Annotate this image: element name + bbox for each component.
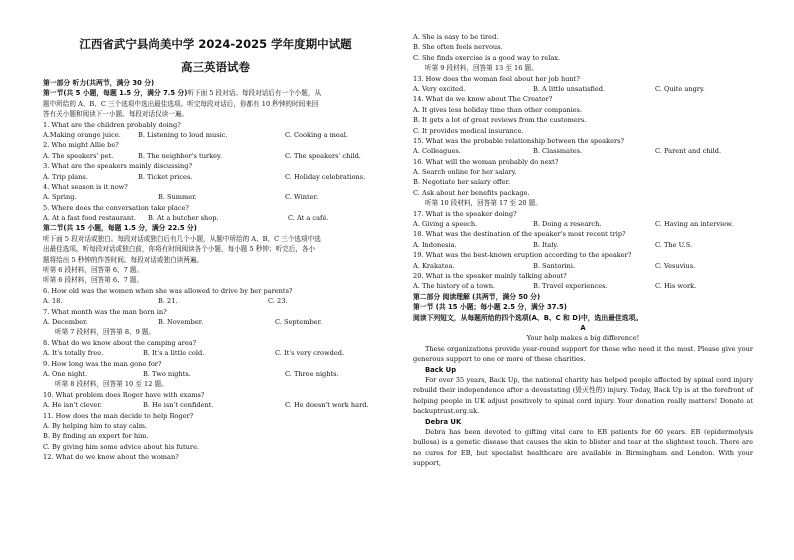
option-c: C. Three nights. [285, 369, 339, 378]
option-b: B. A little unsatisfied. [533, 84, 606, 93]
section1-instruction: 题中所给的 A、B、C 三个选项中选出最佳选项。听完每段对话后，你都有 10 秒钟的时间来回 [43, 99, 319, 108]
question-2: 2. Who might Allie be? [43, 141, 119, 150]
question-10: 10. What problem does Roger have with exams? [43, 390, 205, 399]
question-8: 8. What do we know about the camping area? [43, 338, 197, 347]
exam-title: 江西省武宁县尚美中学 2024-2025 学年度期中试题 [79, 37, 352, 51]
option-c: C. Quite angry. [655, 84, 705, 93]
passage-letter: A [580, 323, 586, 332]
left-column [43, 36, 388, 462]
option-a: A. Very excited. [413, 84, 466, 93]
options-18 [413, 240, 753, 250]
option-a: A. Spring. [43, 193, 77, 202]
option-c: C. Cooking a meal. [285, 130, 348, 139]
section2-instruction: 出最佳选项。听每段对话或独白前，你将有时间阅读各个小题，每小题 5 秒钟；听完后，各小 [43, 245, 316, 254]
question-9: 9. How long was the man gone for? [43, 359, 162, 368]
option-c: C. Winter. [285, 193, 319, 202]
passage-intro-text: These organizations provide year-round support for those who need it the most. Please give your generous support to one or more of these charities. [413, 344, 753, 364]
options-3 [43, 172, 388, 182]
option-b: B. He isn't confident. [143, 401, 214, 410]
option-b: B. At a butcher shop. [148, 214, 219, 223]
part1-heading: 第一部分 听力(共两节，满分 30 分) [43, 79, 155, 87]
passage-title: Your help makes a big difference! [526, 334, 640, 343]
org-paragraph-text: Debra has been devoted to gifting vital care to EB patients for 60 years. EB (epidermolysis bullosa) is a genetic disease that causes the skin to blister and tear at the slightest touch. There are no cures for EB, but specialist healthcare are available in Birmingham and London. With your support, [413, 427, 753, 468]
option-a: A. The history of a town. [413, 282, 496, 291]
question-12: 12. What do we know about the woman? [43, 453, 179, 462]
option-b: B. It gets a lot of great reviews from the customers. [413, 116, 587, 125]
option-b: B. Ticket prices. [138, 172, 193, 181]
options-20 [413, 281, 753, 291]
org-heading: Back Up [425, 365, 457, 374]
option-a: A. Indonesia. [413, 240, 457, 249]
option-b: B. Italy. [533, 240, 559, 249]
options-1 [43, 130, 388, 140]
option-a: A. By helping him to stay calm. [43, 421, 148, 430]
options-4 [43, 192, 388, 202]
option-c: C. Holiday celebrations. [285, 172, 366, 181]
option-c: C. The U.S. [655, 240, 693, 249]
option-b: B. Two nights. [143, 369, 191, 378]
option-a: A. He isn't clever. [43, 401, 102, 410]
options-15 [413, 146, 753, 156]
option-c: C. 23. [268, 297, 288, 306]
option-c: C. He doesn't work hard. [285, 401, 369, 410]
option-c: C. The speakers' child. [285, 151, 361, 160]
options-8 [43, 348, 388, 358]
option-a: A. One night. [43, 369, 88, 378]
option-c: C. Having an interview. [655, 220, 734, 229]
options-7 [43, 317, 388, 327]
part2-heading: 第二部分 阅读理解 (共两节，满分 50 分) [413, 292, 541, 301]
option-b: B. 21. [158, 297, 178, 306]
option-b: B. November. [158, 317, 204, 326]
part2-section1-heading: 第一节 (共 15 小题；每小题 2.5 分，满分 37.5) [413, 303, 567, 312]
section1-heading: 第一节(共 5 小题，每题 1.5 分，满分 7.5 分) [43, 89, 188, 98]
passage-intro [413, 344, 753, 365]
question-18: 18. What was the destination of the speaker's most recent trip? [413, 230, 626, 239]
option-c: C. By giving him some advice about his future. [43, 442, 200, 451]
option-c: C. Ask about her benefits package. [413, 188, 530, 197]
question-1: 1. What are the children probably doing? [43, 120, 181, 129]
option-b: B. By finding an expert for him. [43, 432, 149, 441]
question-20: 20. What is the speaker mainly talking about? [413, 271, 567, 280]
option-a: A. It's totally free. [43, 349, 104, 358]
question-7: 7. What month was the man born in? [43, 307, 167, 316]
option-b: B. It's a little cold. [143, 349, 205, 358]
org-heading: Debra UK [425, 417, 462, 426]
options-10 [43, 400, 388, 410]
option-c: C. Vesuvius. [655, 261, 696, 270]
option-b: B. Summer. [158, 193, 197, 202]
option-c: C. Parent and child. [655, 147, 722, 156]
question-17: 17. What is the speaker doing? [413, 209, 517, 218]
options-19 [413, 261, 753, 271]
options-2 [43, 151, 388, 161]
material-note: 听第 7 段材料，回答第 8、9 题。 [55, 328, 156, 337]
option-a: A. 18. [43, 297, 63, 306]
right-column [413, 32, 753, 469]
question-6: 6. How old was the women when she was allowed to drive by her parents? [43, 286, 293, 295]
options-6 [43, 296, 388, 306]
exam-subtitle: 高三英语试卷 [181, 60, 250, 74]
option-b: B. The neighbor's turkey. [138, 151, 222, 160]
section2-instruction: 题将给出 5 秒钟的作答时间。每段对话或独白读两遍。 [43, 255, 204, 264]
option-a: A.Making orange juice. [43, 130, 121, 139]
option-b: B. Travel experiences. [533, 282, 608, 291]
question-13: 13. How does the woman feel about her job hunt? [413, 74, 580, 83]
material-note: 听第 10 段材料，回答第 17 至 20 题。 [425, 199, 542, 208]
part2-instruction: 阅读下列短文，从每题所给的四个选项(A、B、C 和 D)中，选出最佳选项。 [413, 313, 643, 322]
option-b: B. Doing a research. [533, 220, 602, 229]
material-note: 听第 6 段材料，回答第 6、7 题。 [43, 276, 144, 285]
option-a: A. It gives less holiday time than other companies. [413, 105, 583, 114]
option-c: C. She finds exercise is a good way to relax. [413, 53, 561, 62]
option-b: B. Santorini. [533, 261, 576, 270]
option-c: C. September. [275, 317, 323, 326]
option-a: A. The speakers' pet. [43, 151, 114, 160]
question-4: 4. What season is it now? [43, 182, 128, 191]
option-b: B. Classmates. [533, 147, 583, 156]
section2-instruction: 听下面 5 段对话或独白。每段对话或独白后有几个小题，从题中所给的 A、B、C 三个选项中选 [43, 234, 321, 243]
question-15: 15. What was the probable relationship between the speakers? [413, 136, 625, 145]
material-note: 听第 6 段材料，回答第 6、7 题。 [43, 266, 144, 275]
section1-instruction: 答有关小题和阅读下一小题。每段对话仅读一遍。 [43, 110, 189, 119]
option-a: A. Search online for her salary. [413, 168, 517, 177]
org-paragraph-text: For over 35 years, Back Up, the national charity has helped people affected by spinal cord injury rebuild their independence after a devastating (毁灭性的) injury. Today, Back Up is at the forefront of helping people in UK adjust positively to spinal cord injury. Your donation really matters! Donate at backuptrust.org.uk. [413, 375, 753, 416]
option-a: A. Trip plans. [43, 172, 88, 181]
material-note: 听第 8 段材料，回答第 10 至 12 题。 [55, 380, 168, 389]
option-a: A. December. [43, 317, 88, 326]
option-a: A. At a fast food restaurant. [43, 214, 136, 223]
option-b: B. Listening to loud music. [138, 130, 228, 139]
options-9 [43, 369, 388, 379]
question-14: 14. What do we know about The Creator? [413, 95, 553, 104]
option-a: A. She is easy to be tired. [413, 33, 499, 41]
material-note: 听第 9 段材料，回答第 13 至 16 题。 [425, 64, 538, 73]
options-17 [413, 219, 753, 229]
option-a: A. Colleagues. [413, 147, 461, 156]
option-c: C. His work. [655, 282, 697, 291]
options-13 [413, 84, 753, 94]
question-11: 11. How does the man decide to help Roger? [43, 411, 194, 420]
option-c: C. It provides medical insurance. [413, 126, 524, 135]
org-paragraph [413, 427, 753, 469]
option-b: B. She often feels nervous. [413, 43, 503, 52]
question-16: 16. What will the woman probably do next? [413, 157, 559, 166]
section1-instruction: 听下面 5 段对话。每段对话后有一个小题，从 [187, 89, 322, 98]
section2-heading: 第二节(共 15 小题，每题 1.5 分，满分 22.5 分) [43, 224, 197, 233]
question-19: 19. What was the best-known eruption according to the speaker? [413, 251, 632, 260]
option-a: A. Giving a speech. [413, 220, 478, 229]
options-5 [43, 213, 388, 223]
question-3: 3. What are the speakers mainly discussing? [43, 162, 193, 171]
question-5: 5. Where does the conversation take place? [43, 203, 189, 212]
org-paragraph [413, 375, 753, 417]
option-c: C. At a café. [288, 214, 329, 223]
option-b: B. Negotiate her salary offer. [413, 178, 511, 187]
option-c: C. It's very crowded. [275, 349, 345, 358]
option-a: A. Krakatoa. [413, 261, 455, 270]
